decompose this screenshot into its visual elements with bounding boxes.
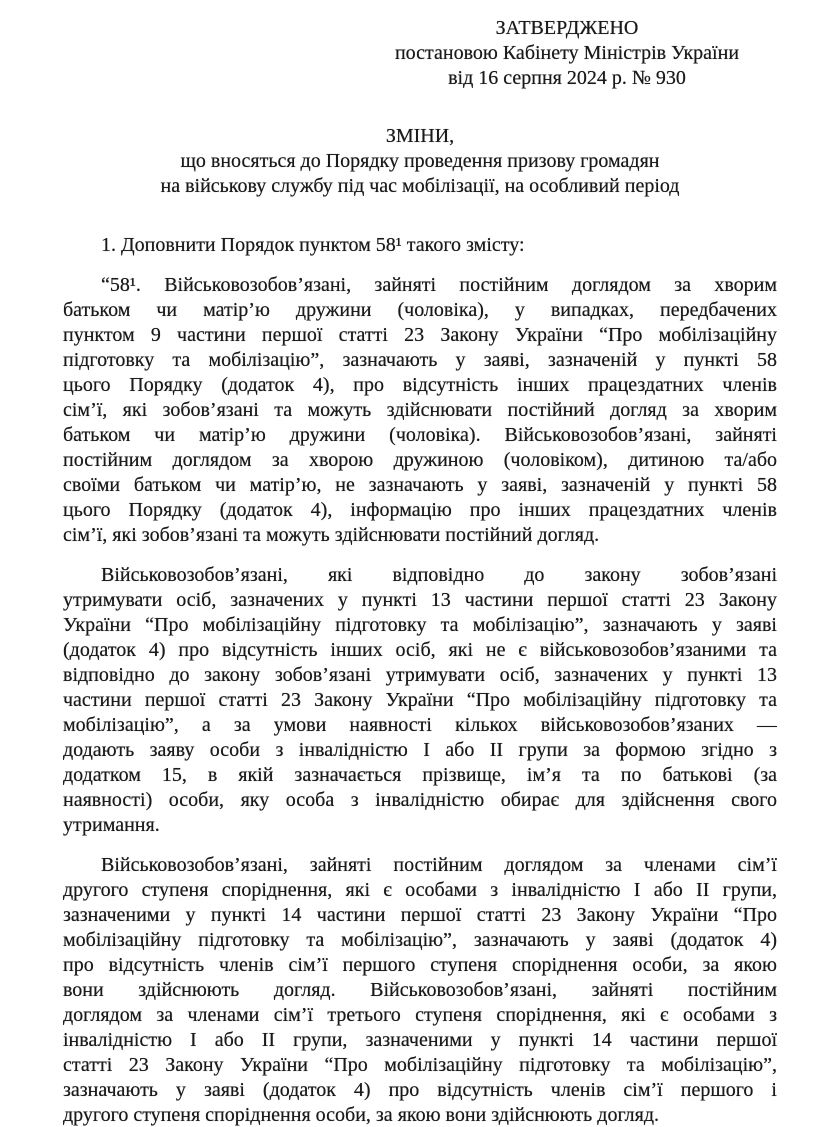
paragraph-line: цього Порядку (додаток 4), про відсутність інших працездатних членів	[63, 374, 777, 396]
approval-heading: ЗАТВЕРДЖЕНО	[495, 17, 639, 39]
paragraph-line: утримання.	[63, 814, 160, 836]
paragraph-line: своїми батьком чи матір’ю, не зазначають у заяві, зазначеній у пункті 58	[63, 474, 777, 496]
paragraph-line: відповідно до закону зобов’язані утримувати осіб, зазначених у пункті 13	[63, 664, 777, 686]
paragraph-line: статті 23 Закону України “Про мобілізаційну підготовку та мобілізацію”,	[63, 1054, 777, 1076]
paragraph-line: зазначають у заяві (додаток 4) про відсутність членів сім’ї першого і	[63, 1079, 777, 1101]
paragraph-line: частини першої статті 23 Закону України “Про мобілізаційну підготовку та	[63, 689, 777, 711]
paragraph-line: наявності) особи, яку особа з інвалідністю обирає для здійснення свого	[63, 789, 777, 811]
paragraph-line: інвалідністю І або ІІ групи, зазначеними у пункті 14 частини першої	[63, 1029, 777, 1051]
intro-clause: 1. Доповнити Порядок пунктом 58¹ такого змісту:	[101, 234, 525, 256]
approval-block	[381, 16, 753, 91]
paragraph-line: “58¹. Військовозобов’язані, зайняті постійним доглядом за хворим	[101, 274, 777, 296]
title-line: ЗМІНИ,	[385, 125, 455, 147]
paragraph-line: сім’ї, які зобов’язані та можуть здійснювати постійний догляд.	[63, 524, 600, 546]
paragraph-line: цього Порядку (додаток 4), інформацію про інших працездатних членів	[63, 499, 777, 521]
paragraph-line: додатком 15, в якій зазначається прізвище, ім’я та по батькові (за	[63, 764, 777, 786]
paragraph-line: Військовозобов’язані, зайняті постійним доглядом за членами сім’ї	[101, 854, 777, 876]
paragraph-line: доглядом за членами сім’ї третього ступеня споріднення, які є особами з	[63, 1004, 777, 1026]
paragraph-line: (додаток 4) про відсутність інших осіб, які не є військовозобов’язаними та	[63, 639, 777, 661]
title-line: що вносяться до Порядку проведення призову громадян	[180, 150, 660, 172]
approval-date-number: від 16 серпня 2024 р. № 930	[448, 67, 686, 89]
paragraph-line: постійним доглядом за хворою дружиною (чоловіком), дитиною та/або	[63, 449, 777, 471]
paragraph-line: батьком чи матір’ю дружини (чоловіка), у випадках, передбачених	[63, 299, 777, 321]
paragraphs	[63, 273, 777, 1127]
paragraph-line: Військовозобов’язані, які відповідно до закону зобов’язані	[101, 564, 777, 586]
document-title	[63, 124, 777, 199]
approval-authority: постановою Кабінету Міністрів України	[394, 42, 740, 64]
paragraph-line: зазначеними у пункті 14 частини першої статті 23 Закону України “Про	[63, 904, 777, 926]
title-line: на військову службу під час мобілізації, на особливий період	[160, 175, 680, 197]
paragraph-line: сім’ї, які зобов’язані та можуть здійснювати постійний догляд за хворим	[63, 399, 777, 421]
body-paragraph	[63, 273, 777, 548]
paragraph-line: другого ступеня споріднення, які є особами з інвалідністю І або ІІ групи,	[63, 879, 777, 901]
paragraph-line: другого ступеня споріднення особи, за якою вони здійснюють догляд.	[63, 1104, 659, 1126]
body-paragraph	[63, 563, 777, 838]
paragraph-line: утримувати осіб, зазначених у пункті 13 частини першої статті 23 Закону	[63, 589, 777, 611]
paragraph-line: вони здійснюють догляд. Військовозобов’язані, зайняті постійним	[63, 979, 777, 1001]
paragraph-line: України “Про мобілізаційну підготовку та мобілізацію”, зазначають у заяві	[63, 614, 777, 636]
paragraph-line: додають заяву особи з інвалідністю І або ІІ групи за формою згідно з	[63, 739, 777, 761]
paragraph-line: підготовку та мобілізацію”, зазначають у заяві, зазначеній у пункті 58	[63, 349, 777, 371]
paragraph-line: мобілізаційну підготовку та мобілізацію”, зазначають у заяві (додаток 4)	[63, 929, 777, 951]
paragraph-line: про відсутність членів сім’ї першого ступеня споріднення особи, за якою	[63, 954, 777, 976]
paragraph-line: пунктом 9 частини першої статті 23 Закону України “Про мобілізаційну	[63, 324, 777, 346]
paragraph-line: батьком чи матір’ю дружини (чоловіка). Військовозобов’язані, зайняті	[63, 424, 777, 446]
paragraph-line: мобілізацію”, а за умови наявності кількох військовозобов’язаних —	[63, 714, 777, 736]
body-paragraph	[63, 853, 777, 1127]
